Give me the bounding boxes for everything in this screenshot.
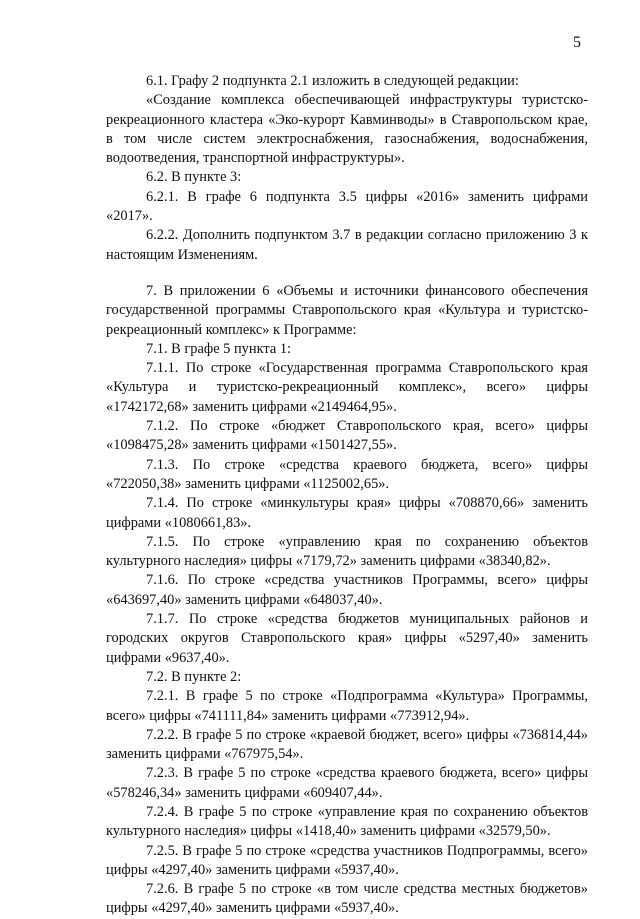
paragraph-7-1-3: 7.1.3. По строке «средства краевого бюджета, всего» цифры «722050,38» заменить цифрами «1125002,65».	[106, 456, 588, 492]
paragraph-7-2-2: 7.2.2. В графе 5 по строке «краевой бюджет, всего» цифры «736814,44» заменить цифрами «767975,54».	[106, 726, 588, 763]
paragraph-7-2-5: 7.2.5. В графе 5 по строке «средства участников Подпрограммы, всего» цифры «4297,40» заменить цифрами «5937,40».	[106, 842, 588, 878]
paragraph-6-2-1: 6.2.1. В графе 6 подпункта 3.5 цифры «2016» заменить цифрами «2017».	[106, 188, 588, 225]
paragraph-7-2: 7.2. В пункте 2:	[146, 668, 242, 685]
paragraph-6-1-quote: «Создание комплекса обеспечивающей инфраструктуры туристско-рекреационного кластера «Эко-курорт Кавминводы» в Ставропольском крае, в том числе систем электроснабжения, газоснабжения, водоснабжения, водоотведения, транспортной инфраструктуры».	[106, 92, 588, 167]
paragraph-7-1-1: 7.1.1. По строке «Государственная программа Ставропольского края «Культура и туристско-рекреационный комплекс», всего» цифры «1742172,68» заменить цифрами «2149464,95».	[106, 360, 588, 415]
paragraph-7: 7. В приложении 6 «Объемы и источники финансового обеспечения государственной программы Ставропольского края «Культура и туристско-рекреационный комплекс» к Программе:	[106, 282, 588, 338]
paragraph-7-1-7: 7.1.7. По строке «средства бюджетов муниципальных районов и городских округов Ставропольского края» цифры «5297,40» заменить цифрами «9637,40».	[106, 611, 588, 666]
paragraph-6-2-2: 6.2.2. Дополнить подпунктом 3.7 в редакции согласно приложению 3 к настоящим Изменениям.	[106, 227, 588, 263]
paragraph-6-2: 6.2. В пункте 3:	[146, 169, 242, 186]
paragraph-7-1-6: 7.1.6. По строке «средства участников Программы, всего» цифры «643697,40» заменить цифрами «648037,40».	[106, 572, 588, 608]
paragraph-7-1-4: 7.1.4. По строке «минкультуры края» цифры «708870,66» заменить цифрами «1080661,83».	[106, 495, 588, 531]
paragraph-7-1-5: 7.1.5. По строке «управлению края по сохранению объектов культурного наследия» цифры «7179,72» заменить цифрами «38340,82».	[106, 533, 588, 570]
paragraph-7-2-1: 7.2.1. В графе 5 по строке «Подпрограмма «Культура» Программы, всего» цифры «741111,84» заменить цифрами «773912,94».	[106, 688, 588, 724]
paragraph-6-1: 6.1. Графу 2 подпункта 2.1 изложить в следующей редакции:	[146, 73, 519, 89]
paragraph-7-1: 7.1. В графе 5 пункта 1:	[146, 340, 292, 357]
paragraph-7-2-6: 7.2.6. В графе 5 по строке «в том числе средства местных бюджетов» цифры «4297,40» заменить цифрами «5937,40».	[106, 881, 588, 917]
paragraph-7-1-2: 7.1.2. По строке «бюджет Ставропольского края, всего» цифры «1098475,28» заменить цифрами «1501427,55».	[106, 418, 588, 454]
paragraph-7-2-4: 7.2.4. В графе 5 по строке «управление края по сохранению объектов культурного наследия» цифры «1418,40» заменить цифрами «32579,50».	[106, 803, 588, 840]
page-number: 5	[573, 34, 581, 51]
paragraph-7-2-3: 7.2.3. В графе 5 по строке «средства краевого бюджета, всего» цифры «578246,34» заменить цифрами «609407,44».	[106, 765, 588, 801]
section-gap	[106, 265, 588, 282]
document-body	[106, 72, 588, 919]
